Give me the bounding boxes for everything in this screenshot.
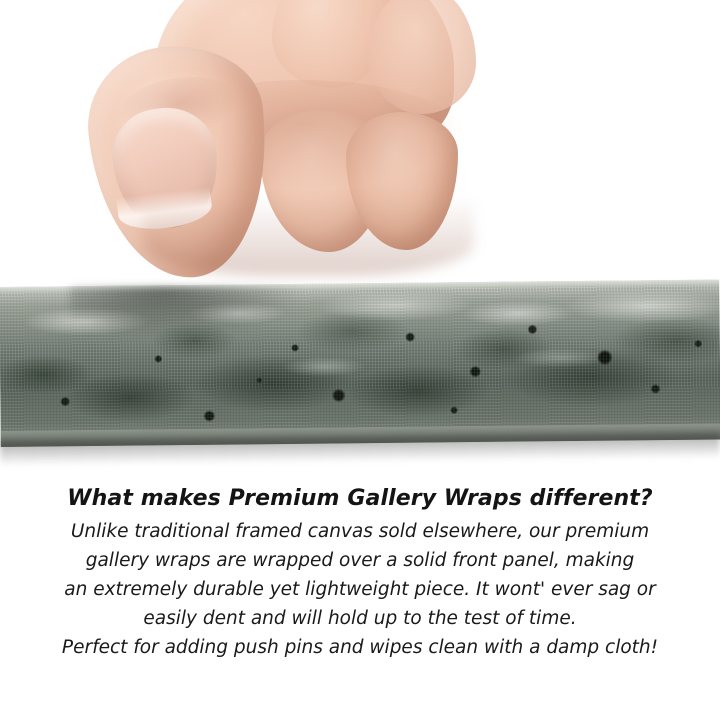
caption-heading: What makes Premium Gallery Wraps different? bbox=[67, 486, 653, 511]
caption-line-5: Perfect for adding push pins and wipes clean with a damp cloth! bbox=[61, 637, 659, 658]
caption-line-4: easily dent and will hold up to the test of time. bbox=[143, 608, 577, 629]
caption-block bbox=[0, 486, 720, 662]
knuckle-highlight-a bbox=[272, 0, 384, 88]
caption-body bbox=[0, 517, 720, 662]
caption-line-3: an extremely durable yet lightweight piece. It wont' ever sag or bbox=[64, 579, 656, 600]
hand-bottom-shadow bbox=[144, 196, 474, 276]
thumb-contact-shadow bbox=[70, 287, 300, 339]
hand-pressing-canvas bbox=[84, 0, 454, 305]
caption-line-2: gallery wraps are wrapped over a solid front panel, making bbox=[85, 550, 635, 571]
caption-line-1: Unlike traditional framed canvas sold elsewhere, our premium bbox=[70, 521, 650, 542]
